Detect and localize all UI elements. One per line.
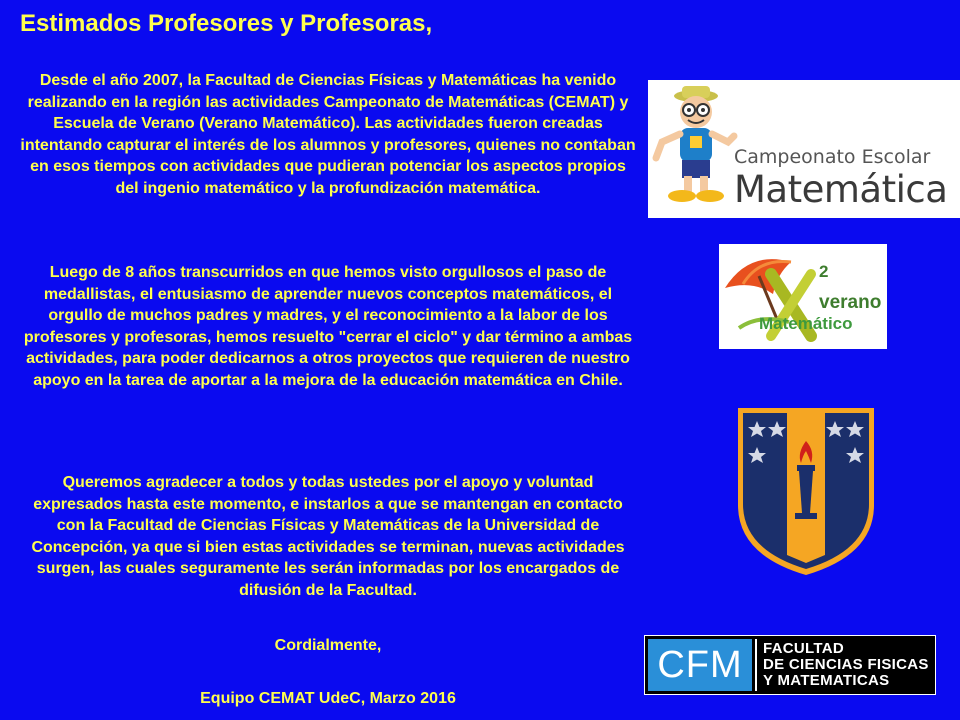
cfm-name-line2: DE CIENCIAS FISICAS [763, 656, 929, 673]
paragraph-1: Desde el año 2007, la Facultad de Ciencias Físicas y Matemáticas ha venido realizando en la región las actividades Campeonato de Matemáticas (CEMAT) y Escuela de Verano (Verano Matemático). Las actividades fueron creadas intentando capturar el interés de los alumnos y profesores, quienes no contaban en esos tiempos con actividades que pudieran potenciar los aspectos propios del ingenio matemático y la profundización matemática. [20, 72, 636, 197]
paragraph-2: Luego de 8 años transcurridos en que hemos visto orgullosos el paso de medallistas, el entusiasmo de aprender nuevos conceptos matemáticos, el orgullo de muchos padres y madres, y el reconocimiento a la labor de los profesores y profesoras, hemos resuelto "cerrar el ciclo" y dar término a ambas actividades, para poder dedicarnos a otros proyectos que requieren de nuestro apoyo en la tarea de aportar a la mejora de la educación matemática en Chile. [23, 264, 633, 389]
cemat-logo-line2: Matemática [734, 168, 948, 211]
page-title: Estimados Profesores y Profesoras, [20, 10, 433, 37]
verano-logo [719, 244, 887, 349]
cfm-logo [644, 635, 936, 695]
cfm-name-line1: FACULTAD [763, 640, 844, 657]
cfm-abbr: CFM [648, 639, 752, 691]
cemat-logo-line1: Campeonato Escolar [734, 146, 931, 168]
cfm-divider [755, 639, 757, 691]
paragraph-3: Queremos agradecer a todos y todas ustedes por el apoyo y voluntad expresados hasta este momento, e instarlos a que se mantengan en contacto con la Facultad de Ciencias Físicas y Matemáticas de la Universidad de Concepción, ya que si bien estas actividades se terminan, nuevas actividades surgen, las cuales seguramente les serán informadas por los encargados de difusión de la Facultad. [31, 474, 625, 599]
cemat-logo [648, 80, 960, 218]
verano-logo-word: verano [819, 292, 882, 313]
signature: Equipo CEMAT UdeC, Marzo 2016 [200, 690, 456, 707]
udec-shield-icon [735, 405, 877, 577]
verano-logo-subtitle: Matemático [759, 314, 853, 333]
closing-salutation: Cordialmente, [274, 637, 382, 654]
cfm-name [763, 641, 929, 689]
cfm-name-line3: Y MATEMATICAS [763, 672, 890, 689]
verano-exponent: 2 [819, 262, 829, 281]
